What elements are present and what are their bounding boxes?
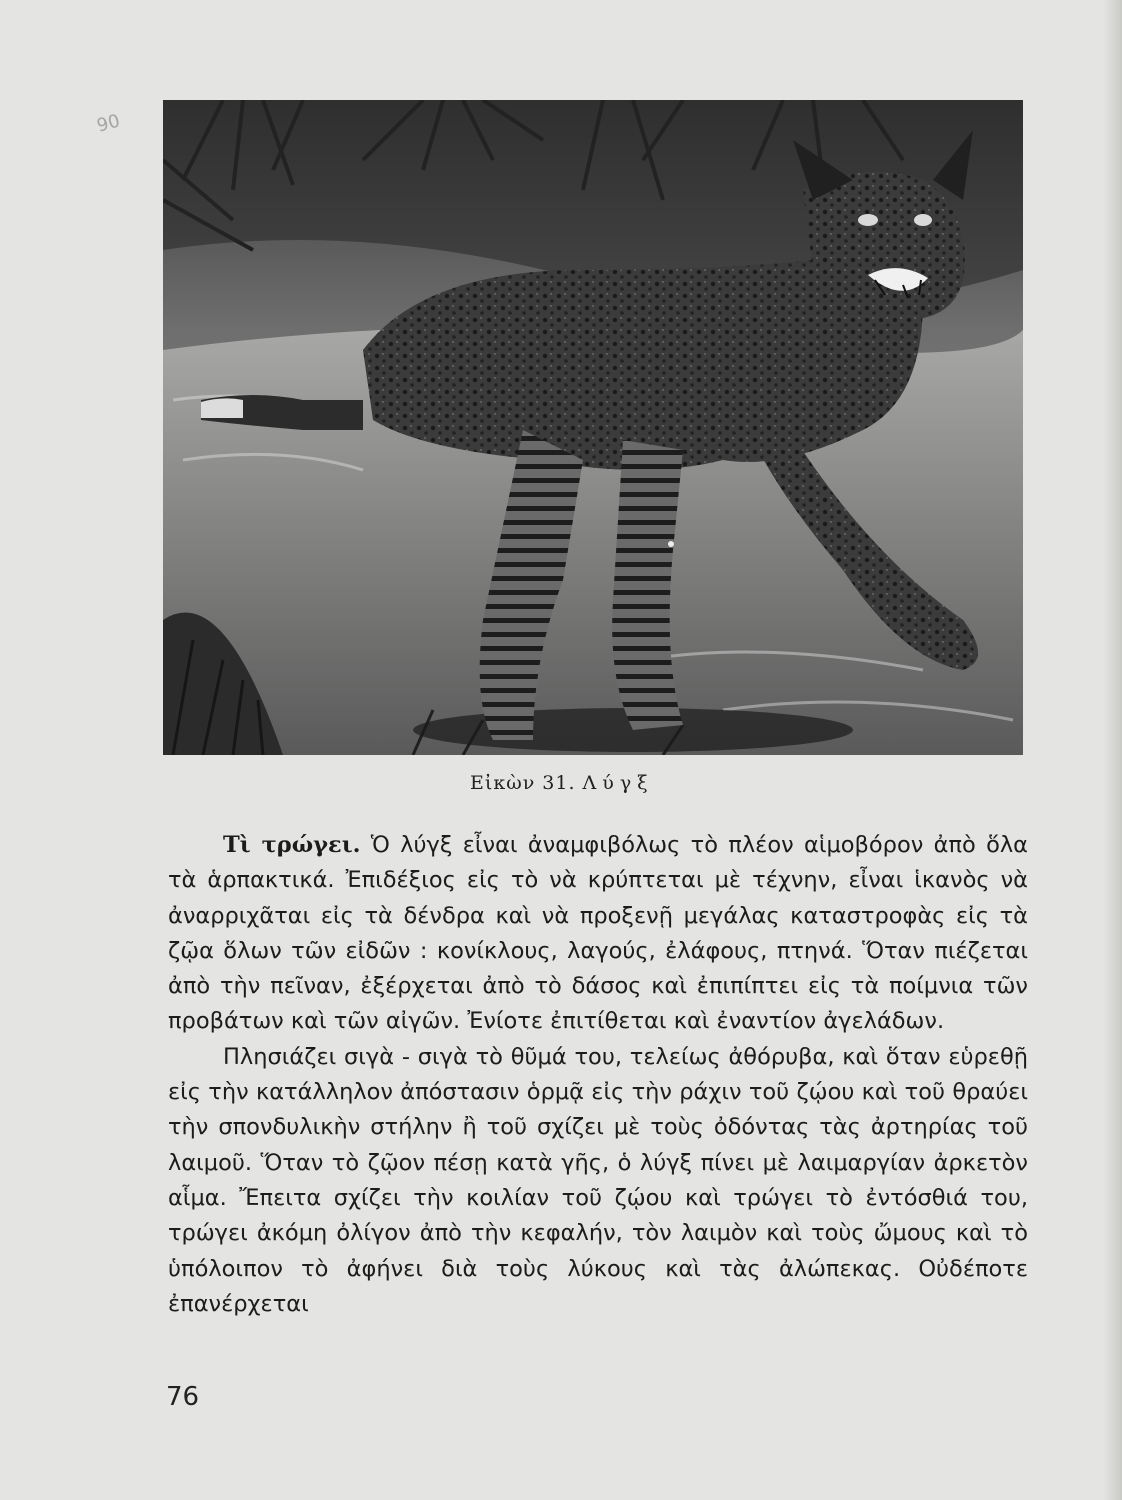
caption-title: Λύγξ — [582, 772, 654, 794]
figure-caption — [470, 772, 770, 802]
page-number: 76 — [166, 1382, 200, 1412]
paragraph-body: Ὁ λύγξ εἶναι ἀναμφιβόλως τὸ πλέον αἱμοβόρον ἀπὸ ὅλα τὰ ἁρπακτικά. Ἐπιδέξιος εἰς τὸ νὰ κρύπτεται μὲ τέχνην, εἶναι ἱκανὸς νὰ ἀναρριχᾶται εἰς τὰ δένδρα καὶ νὰ προξενῇ μεγάλας καταστροφὰς εἰς τὰ ζῷα ὅλων τῶν εἰδῶν : κονίκλους, λαγούς, ἐλάφους, πτηνά. Ὅταν πιέζεται ἀπὸ τὴν πεῖναν, ἐξέρχεται ἀπὸ τὸ δάσος καὶ ἐπιπίπτει εἰς τὰ ποίμνια τῶν προβάτων καὶ τῶν αἰγῶν. Ἐνίοτε ἐπιτίθεται καὶ ἐναντίον ἀγελάδων. — [168, 832, 1029, 1035]
caption-label: Εἰκὼν 31. — [470, 772, 576, 794]
lynx-illustration-drawing — [163, 100, 1023, 755]
paragraph-lead: Τὶ τρώγει. — [223, 832, 361, 858]
body-text — [168, 828, 1028, 1322]
margin-pencil-mark: 90 — [94, 110, 123, 137]
page-edge-shadow — [1104, 0, 1122, 1500]
paragraph-hunting — [168, 1040, 1028, 1322]
paragraph-diet — [168, 828, 1028, 1040]
paragraph-body: Πλησιάζει σιγὰ - σιγὰ τὸ θῦμά του, τελείως ἀθόρυβα, καὶ ὅταν εὑρεθῇ εἰς τὴν κατάλληλον ἀπόστασιν ὁρμᾷ εἰς τὴν ράχιν τοῦ ζῴου καὶ τοῦ θραύει τὴν σπονδυλικὴν στήλην ἢ τοῦ σχίζει μὲ τοὺς ὀδόντας τὰς ἀρτηρίας τοῦ λαιμοῦ. Ὅταν τὸ ζῷον πέσῃ κατὰ γῆς, ὁ λύγξ πίνει μὲ λαιμαργίαν ἀρκετὸν αἷμα. Ἔπειτα σχίζει τὴν κοιλίαν τοῦ ζῴου καὶ τρώγει τὸ ἐντόσθιά του, τρώγει ἀκόμη ὀλίγον ἀπὸ τὴν κεφαλήν, τὸν λαιμὸν καὶ τοὺς ὤμους καὶ τὸ ὑπόλοιπον τὸ ἀφήνει διὰ τοὺς λύκους καὶ τὰς ἀλώπεκας. Οὐδέποτε ἐπανέρχεται — [168, 1043, 1028, 1317]
lynx-illustration — [163, 100, 1023, 755]
